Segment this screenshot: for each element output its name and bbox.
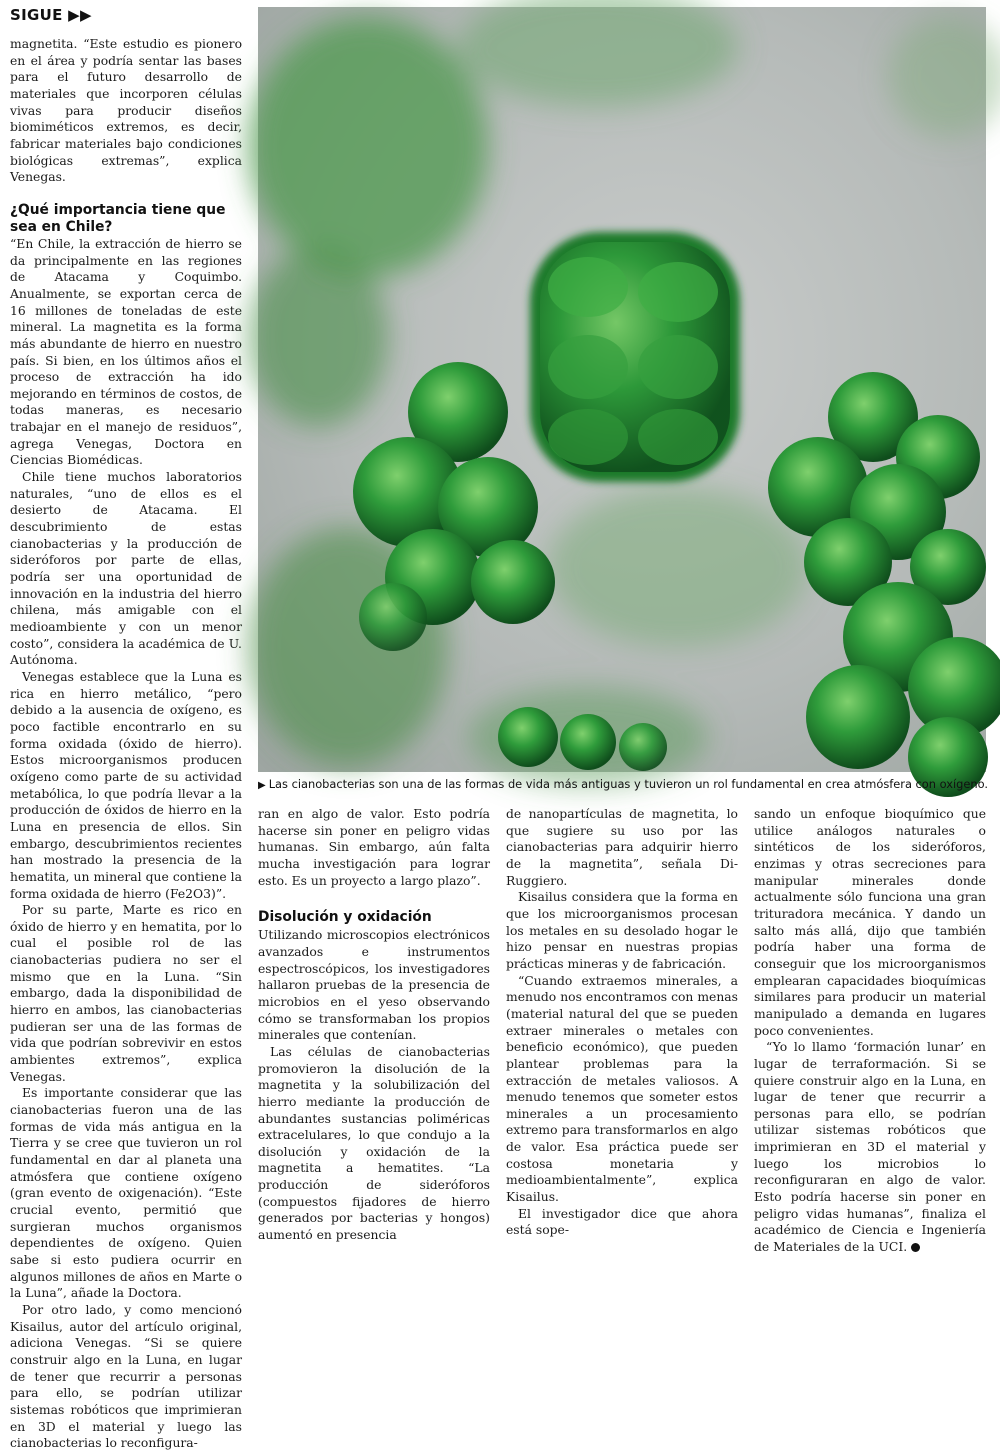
paragraph: ran en algo de valor. Esto podría hacerse sin poner en peligro vidas humanas. Sin embargo, aún falta mucha investigación para lograr esto. Es un proyecto a largo plazo”. <box>258 807 490 888</box>
paragraph: de nanopartículas de magnetita, lo que sugiere su uso por las cianobacterias para adquirir hierro de la magnetita”, señala Di-Ruggiero. <box>506 807 738 888</box>
paragraph: El investigador dice que ahora está sope- <box>506 1206 738 1238</box>
paragraph: sando un enfoque bioquímico que utilice análogos naturales o sintéticos de los sideróforos, enzimas y otras secreciones para manipular minerales donde actualmente sólo funciona una gran trituradora mecánica. Y dando un salto más allá, dijo que también podría haber una forma de conseguir que los microorganismos emplearan capacidades bioquímicas similares para producir un material manipulado a demanda en lugares poco convenientes. <box>754 807 986 1038</box>
paragraph: Kisailus considera que la forma en que los microorganismos procesan los metales en su desolado hogar le hizo pensar en nuestras propias prácticas mineras y de fabricación. <box>506 890 738 971</box>
paragraph: Venegas establece que la Luna es rica en hierro metálico, “pero debido a la ausencia de oxígeno, es poco factible encontrarlo en su forma oxidada (óxido de hierro). Estos microorganismos producen oxígeno como parte de su actividad metabólica, lo que podría llevar a la producción de óxidos de hierro en la Luna en presencia de ellos. Sin embargo, descubrimientos recientes han mostrado la presencia de la hematita, un mineral que contiene la forma oxidada de hierro (Fe2O3)”. <box>10 669 242 901</box>
caption-triangle-icon: ▶ <box>258 780 266 791</box>
article-column-4 <box>754 806 986 1256</box>
paragraph: Es importante considerar que las cianobacterias fueron una de las formas de vida más antigua en la Tierra y se cree que tuvieron un rol fundamental en dar al planeta una atmósfera que contiene oxígeno (gran evento de oxigenación). “Este crucial evento, permitió que surgieran muchos organismos dependientes de oxígeno. Quien sabe si esto pudiera ocurrir en algunos millones de años en Marte o la Luna”, añade la Doctora. <box>10 1086 242 1301</box>
article-column-1 <box>10 36 242 1452</box>
paragraph-text: “Yo lo llamo ‘formación lunar’ en lugar de terraformación. Si se quiere construir algo en la Luna, en lugar de tener que recurrir a personas para ello, se podrían utilizar sistemas robóticos que imprimieran en 3D el material y luego los microbios lo reconfiguraran en algo de valor. Esto podría hacerse sin poner en peligro vidas humanas”, finaliza el académico de Ciencia e Ingeniería de Materiales de la UCI. <box>754 1040 986 1255</box>
section-heading: Disolución y oxidación <box>258 909 432 926</box>
paragraph: Por otro lado, y como mencionó Kisailus, autor del artículo original, adiciona Venegas. “Si se quiere construir algo en la Luna, en lugar de tener que recurrir a personas para ello, se podrían utilizar sistemas robóticos que imprimieran en 3D el material y luego las cianobacterias lo reconfigura- <box>10 1302 242 1451</box>
paragraph: Utilizando microscopios electrónicos avanzados e instrumentos espectroscópicos, los investigadores hallaron pruebas de la presencia de microbios en el yeso observando cómo se transformaban los propios minerales que contenían. <box>258 928 490 1043</box>
article-column-2 <box>258 806 490 1244</box>
article-column-3 <box>506 806 738 1239</box>
end-of-article-icon <box>911 1243 920 1252</box>
paragraph: Por su parte, Marte es rico en óxido de hierro y en hematita, por lo cual el posible rol de las cianobacterias pudiera no ser el mismo que en la Luna. “Sin embargo, dada la disponibilidad de hierro en ambos, las cianobacterias pudieran ser una de las formas de vida que podrían sobrevivir en estos ambientes extremos”, explica Venegas. <box>10 903 242 1084</box>
caption-text: Las cianobacterias son una de las formas de vida más antiguas y tuvieron un rol fundamental en crea atmósfera con oxígeno. <box>268 777 988 791</box>
section-heading: ¿Qué importancia tiene que sea en Chile? <box>10 201 226 235</box>
cyanobacteria-photo <box>258 7 986 772</box>
paragraph: Las células de cianobacterias promovieron la disolución de la magnetita y la solubilización del hierro mediante la producción de abundantes sustancias poliméricas extracelulares, lo que condujo a la disolución y oxidación de la magnetita a hematites. “La producción de sideróforos (compuestos fijadores de hierro generados por bacterias y hongos) aumentó en presencia <box>258 1044 490 1243</box>
paragraph: “En Chile, la extracción de hierro se da principalmente en las regiones de Atacama y Coquimbo. Anualmente, se exportan cerca de 16 millones de toneladas de este mineral. La magnetita es la forma más abundante de hierro en nuestro país. Si bien, en los últimos años el proceso de extracción ha ido mejorando en términos de costos, de todas maneras, es necesario trabajar en el manejo de residuos”, agrega Venegas, Doctora en Ciencias Biomédicas. <box>10 236 242 468</box>
paragraph: magnetita. “Este estudio es pionero en el área y podría sentar las bases para el futuro desarrollo de materiales que incorporen células vivas para producir diseños biomiméticos extremos, es decir, fabricar materiales bajo condiciones biológicas extremas”, explica Venegas. <box>10 37 242 185</box>
paragraph: “Cuando extraemos minerales, a menudo nos encontramos con menas (material natural del que se pueden extraer minerales o metales con beneficio económico), que pueden plantear problemas para la extracción de metales valiosos. A menudo tenemos que someter estos minerales a un procesamiento extremo para transformarlos en algo de valor. Esa práctica puede ser costosa monetaria y medioambientalmente”, explica Kisailus. <box>506 973 738 1205</box>
continues-label: SIGUE ▶▶ <box>10 6 92 24</box>
microscope-photo-icon <box>258 7 986 772</box>
paragraph: Chile tiene muchos laboratorios naturales, “uno de ellos es el desierto de Atacama. El descubrimiento de estas cianobacterias y la producción de sideróforos por parte de ellas, podría ser una oportunidad de innovación en la industria del hierro chilena, más amigable con el medioambiente y con un menor costo”, considera la académica de U. Autónoma. <box>10 470 242 668</box>
paragraph <box>754 1039 986 1256</box>
photo-caption <box>258 777 986 793</box>
